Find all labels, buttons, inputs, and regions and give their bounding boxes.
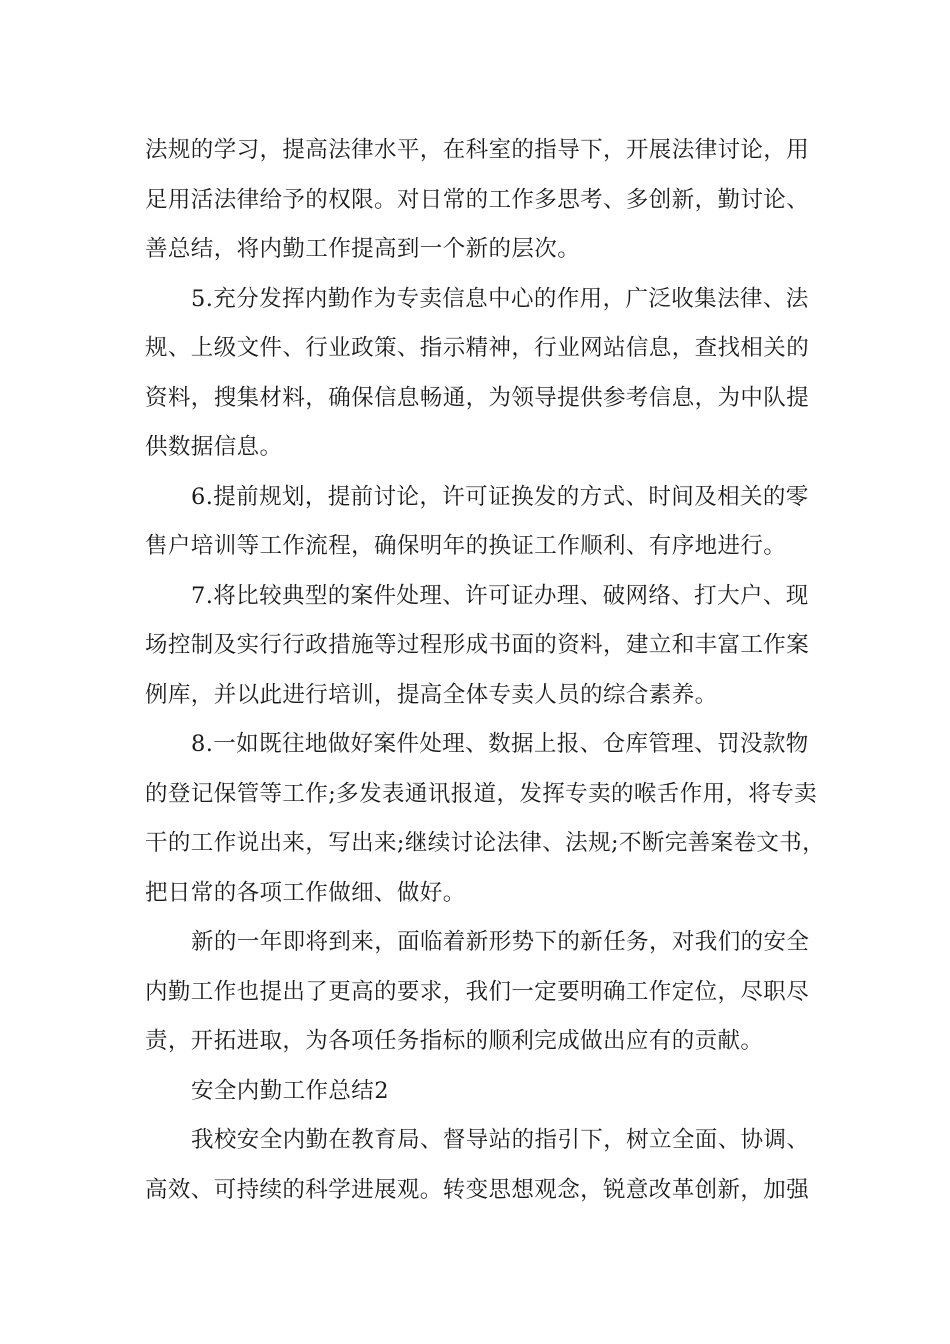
paragraph-line: 场控制及实行行政措施等过程形成书面的资料，建立和丰富工作案	[145, 632, 810, 658]
paragraph-line: 把日常的各项工作做细、做好。	[145, 880, 466, 906]
paragraph-line: 例库，并以此进行培训，提高全体专卖人员的综合素养。	[145, 682, 718, 708]
paragraph-line: 法规的学习，提高法律水平，在科室的指导下，开展法律讨论，用	[145, 137, 810, 163]
paragraph-line: 足用活法律给予的权限。对日常的工作多思考、多创新，勤讨论、	[145, 187, 810, 213]
paragraph-line: 内勤工作也提出了更高的要求，我们一定要明确工作定位，尽职尽	[145, 979, 810, 1005]
paragraph-line: 7.将比较典型的案件处理、许可证办理、破网络、打大户、现	[191, 583, 809, 609]
paragraph-line: 干的工作说出来，写出来;继续讨论法律、法规;不断完善案卷文书，	[145, 830, 826, 856]
paragraph-line: 售户培训等工作流程，确保明年的换证工作顺利、有序地进行。	[145, 533, 787, 559]
paragraph-line: 8.一如既往地做好案件处理、数据上报、仓库管理、罚没款物	[191, 731, 809, 757]
paragraph-line: 高效、可持续的科学进展观。转变思想观念，锐意改革创新，加强	[145, 1177, 810, 1203]
paragraph-line: 责，开拓进取，为各项任务指标的顺利完成做出应有的贡献。	[145, 1028, 764, 1054]
paragraph-line: 6.提前规划，提前讨论，许可证换发的方式、时间及相关的零	[191, 484, 809, 510]
paragraph-line: 规、上级文件、行业政策、指示精神，行业网站信息，查找相关的	[145, 335, 810, 361]
paragraph-line: 供数据信息。	[145, 434, 283, 460]
section-heading: 安全内勤工作总结2	[191, 1078, 389, 1104]
paragraph-line: 善总结，将内勤工作提高到一个新的层次。	[145, 236, 581, 262]
paragraph-line: 资料，搜集材料，确保信息畅通，为领导提供参考信息，为中队提	[145, 385, 810, 411]
paragraph-line: 的登记保管等工作;多发表通讯报道，发挥专卖的喉舌作用，将专卖	[145, 781, 818, 807]
paragraph-line: 新的一年即将到来，面临着新形势下的新任务，对我们的安全	[191, 929, 810, 955]
paragraph-line: 我校安全内勤在教育局、督导站的指引下，树立全面、协调、	[191, 1127, 810, 1153]
paragraph-line: 5.充分发挥内勤作为专卖信息中心的作用，广泛收集法律、法	[191, 286, 809, 312]
